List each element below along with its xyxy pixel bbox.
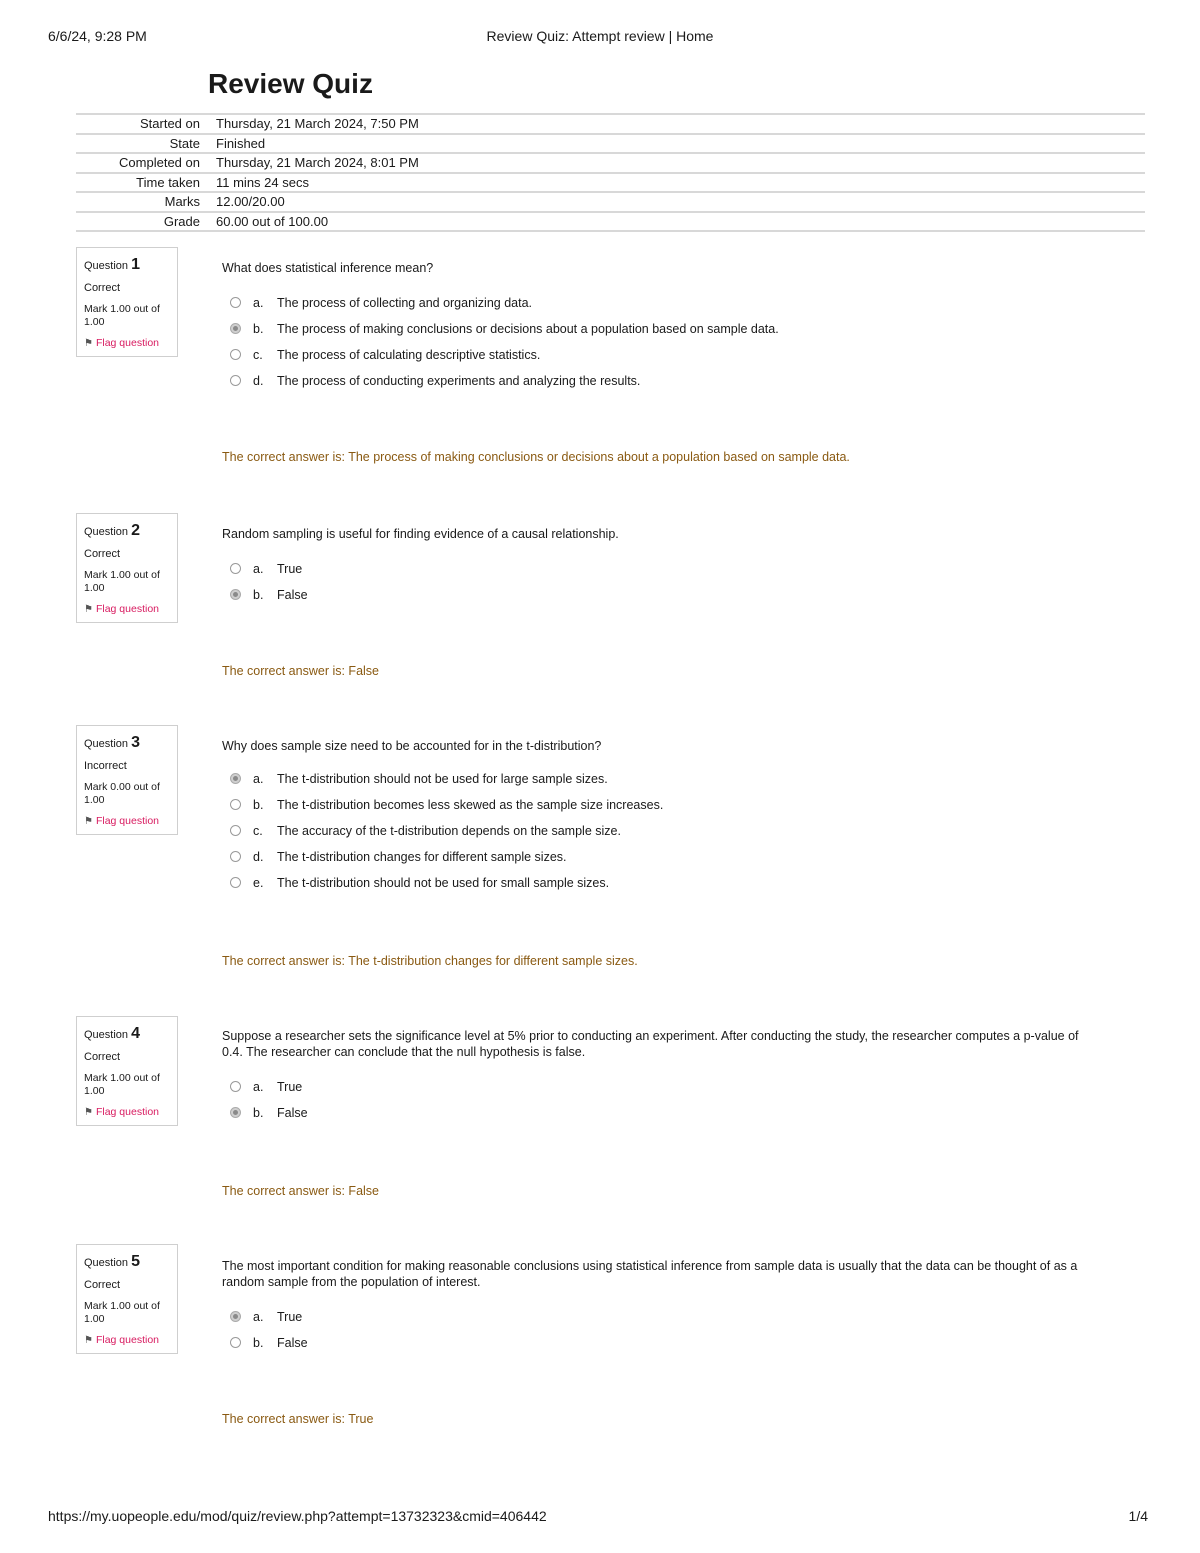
answer-option[interactable] [222,792,1102,818]
answer-option[interactable] [222,1330,1102,1356]
summary-row-marks [76,193,1145,213]
print-date: 6/6/24, 9:28 PM [48,28,147,44]
flag-question-label: Flag question [95,1106,160,1118]
answer-text: The t-distribution changes for different sample sizes. [277,850,567,864]
answer-letter: a. [253,1080,264,1094]
flag-icon: ⚑ [84,604,93,615]
summary-value: Thursday, 21 March 2024, 7:50 PM [216,116,419,131]
question-info-box [76,1016,178,1126]
question-label: Question [84,260,129,272]
question-label: Question [84,526,129,538]
question-info-box [76,725,178,835]
correct-answer-feedback: The correct answer is: The t-distribution changes for different sample sizes. [222,954,638,968]
print-page-title: Review Quiz: Attempt review | Home [486,28,714,44]
answer-text: The process of calculating descriptive statistics. [277,348,541,362]
answer-text: The accuracy of the t-distribution depends on the sample size. [277,824,621,838]
answer-option[interactable] [222,582,1102,608]
answer-option[interactable] [222,556,1102,582]
answer-option[interactable] [222,1074,1102,1100]
answer-option[interactable] [222,1100,1102,1126]
answer-letter: b. [253,1106,264,1120]
radio-button-selected[interactable] [230,323,241,334]
answer-text: The t-distribution should not be used for large sample sizes. [277,772,608,786]
answer-text: True [277,1080,303,1094]
answer-list [222,1304,1102,1356]
summary-label: State [169,135,200,151]
answer-list [222,290,1102,394]
answer-letter: b. [253,322,264,336]
summary-value: 12.00/20.00 [216,194,285,209]
summary-value: Thursday, 21 March 2024, 8:01 PM [216,155,419,170]
question-mark: Mark 1.00 out of 1.00 [84,303,160,328]
question-content [222,247,1102,464]
question-state: Incorrect [84,760,127,772]
answer-list [222,556,1102,608]
question-label: Question [84,738,129,750]
flag-question-link[interactable] [84,1334,170,1347]
question-mark: Mark 0.00 out of 1.00 [84,781,160,806]
summary-label: Marks [164,194,200,209]
question-content [222,1244,1102,1426]
flag-question-label: Flag question [95,1334,160,1346]
radio-button-selected[interactable] [230,773,241,784]
flag-question-label: Flag question [95,815,160,827]
answer-letter: d. [253,374,264,388]
answer-letter: c. [253,824,263,838]
question-content [222,1016,1102,1198]
answer-letter: a. [253,1310,264,1324]
question-number: 4 [131,1025,140,1042]
summary-row-completed [76,154,1145,174]
radio-button-selected[interactable] [230,589,241,600]
question-state: Correct [84,1279,121,1291]
radio-button[interactable] [230,297,241,308]
answer-letter: c. [253,348,263,362]
question-number: 5 [131,1253,140,1270]
radio-button-selected[interactable] [230,1107,241,1118]
correct-answer-feedback: The correct answer is: False [222,664,379,678]
flag-question-link[interactable] [84,603,170,616]
question-number: 1 [131,256,140,273]
print-header [48,28,1152,48]
answer-option[interactable] [222,1304,1102,1330]
print-footer [48,1508,1148,1528]
answer-option[interactable] [222,316,1102,342]
radio-button[interactable] [230,375,241,386]
radio-button[interactable] [230,877,241,888]
answer-letter: a. [253,296,264,310]
question-label: Question [84,1029,129,1041]
flag-icon: ⚑ [84,1107,93,1118]
flag-question-link[interactable] [84,1106,170,1119]
radio-button[interactable] [230,349,241,360]
answer-letter: b. [253,1336,264,1350]
answer-list [222,1074,1102,1126]
answer-text: The process of collecting and organizing data. [277,296,533,310]
answer-text: True [277,562,303,576]
question-text: Why does sample size need to be accounted for in the t-distribution? [222,739,602,753]
page-title: Review Quiz [208,68,373,99]
question-text: The most important condition for making reasonable conclusions using statistical inference from sample data is usually that the data can be thought of as a random sample from the population of interest. [222,1259,1078,1289]
answer-text: False [277,588,308,602]
question-number: 3 [131,734,140,751]
correct-answer-feedback: The correct answer is: True [222,1412,374,1426]
summary-label: Started on [140,116,200,131]
summary-value: 60.00 out of 100.00 [216,213,329,229]
answer-option[interactable] [222,766,1102,792]
answer-text: False [277,1106,308,1120]
question-info-box [76,247,178,357]
radio-button-selected[interactable] [230,1311,241,1322]
radio-button[interactable] [230,799,241,810]
radio-button[interactable] [230,1081,241,1092]
summary-value: 11 mins 24 secs [216,174,309,190]
question-label: Question [84,1257,129,1269]
answer-option[interactable] [222,368,1102,394]
flag-question-label: Flag question [95,603,160,615]
answer-text: True [277,1310,303,1324]
answer-letter: a. [253,772,264,786]
answer-text: False [277,1336,308,1350]
answer-list [222,766,1102,896]
flag-icon: ⚑ [84,1335,93,1346]
summary-row-state [76,135,1145,155]
radio-button[interactable] [230,1337,241,1348]
answer-letter: b. [253,588,264,602]
correct-answer-feedback: The correct answer is: False [222,1184,379,1198]
summary-row-time-taken [76,174,1145,194]
question-state: Correct [84,548,121,560]
answer-option[interactable] [222,290,1102,316]
answer-option[interactable] [222,342,1102,368]
flag-question-link[interactable] [84,337,170,350]
summary-label: Grade [163,213,200,229]
summary-label: Completed on [119,155,200,170]
answer-option[interactable] [222,844,1102,870]
radio-button[interactable] [230,563,241,574]
answer-text: The t-distribution should not be used for small sample sizes. [277,876,610,890]
correct-answer-feedback: The correct answer is: The process of making conclusions or decisions about a population based on sample data. [222,450,850,464]
radio-button[interactable] [230,851,241,862]
question-content [222,725,1102,968]
question-text: Random sampling is useful for finding evidence of a causal relationship. [222,527,619,541]
attempt-summary-table [76,113,1145,232]
radio-button[interactable] [230,825,241,836]
question-state: Correct [84,1051,121,1063]
answer-letter: e. [253,876,264,890]
answer-text: The t-distribution becomes less skewed as the sample size increases. [277,798,664,812]
question-text: Suppose a researcher sets the significance level at 5% prior to conducting an experiment. After conducting the study, the researcher computes a p-value of 0.4. The researcher can conclude that the null hypothesis is false. [222,1029,1079,1059]
answer-letter: d. [253,850,264,864]
page-url: https://my.uopeople.edu/mod/quiz/review.php?attempt=13732323&cmid=406442 [48,1508,547,1524]
flag-icon: ⚑ [84,816,93,827]
question-mark: Mark 1.00 out of 1.00 [84,569,160,594]
summary-row-grade [76,213,1145,233]
summary-value: Finished [216,135,266,151]
question-content [222,513,1102,678]
answer-letter: a. [253,562,264,576]
question-mark: Mark 1.00 out of 1.00 [84,1300,160,1325]
answer-letter: b. [253,798,264,812]
answer-option[interactable] [222,818,1102,844]
answer-option[interactable] [222,870,1102,896]
question-text: What does statistical inference mean? [222,261,434,275]
question-info-box [76,513,178,623]
flag-icon: ⚑ [84,338,93,349]
question-mark: Mark 1.00 out of 1.00 [84,1072,160,1097]
question-state: Correct [84,282,121,294]
page-number: 1/4 [1128,1508,1148,1524]
answer-text: The process of conducting experiments and analyzing the results. [277,374,641,388]
question-number: 2 [131,522,140,539]
summary-label: Time taken [136,174,200,190]
flag-question-link[interactable] [84,815,170,828]
flag-question-label: Flag question [95,337,160,349]
answer-text: The process of making conclusions or decisions about a population based on sample data. [277,322,779,336]
summary-row-started [76,115,1145,135]
question-info-box [76,1244,178,1354]
